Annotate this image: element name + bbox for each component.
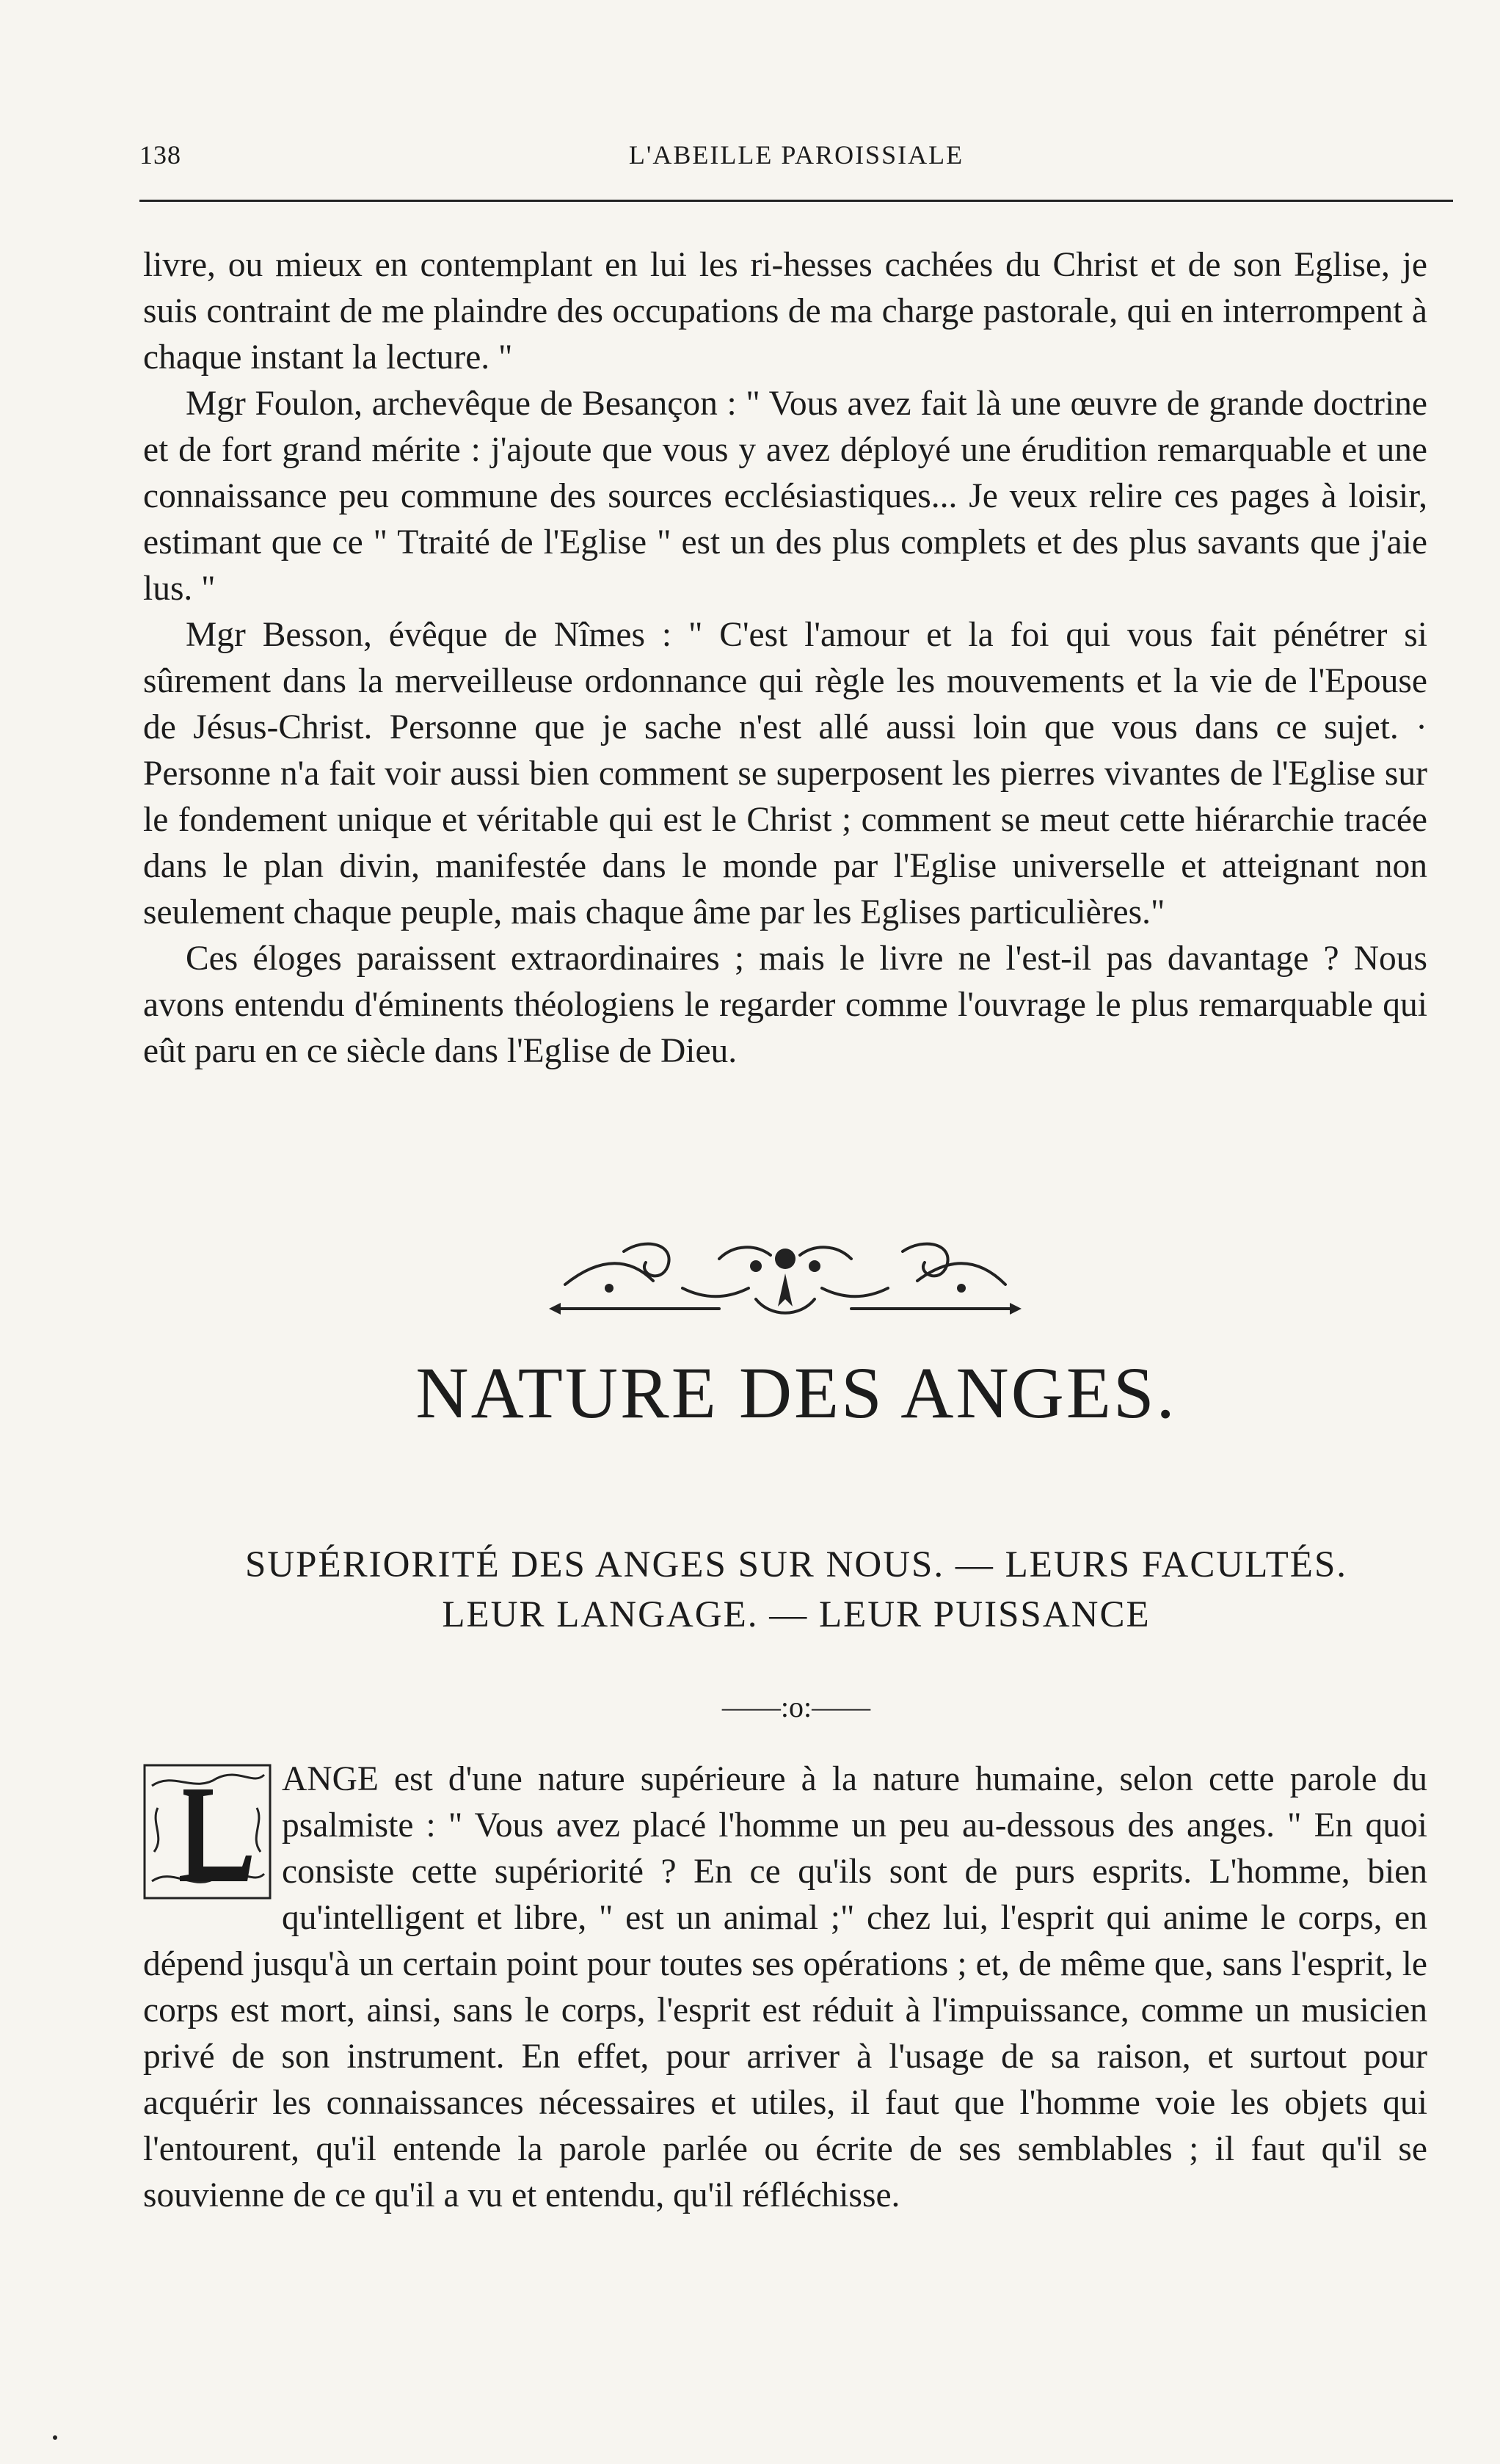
decorated-initial-L-icon: [143, 1764, 272, 1900]
running-title: L'ABEILLE PAROISSIALE: [628, 140, 964, 170]
paragraph-foulon: Mgr Foulon, archevêque de Besançon : " Vous avez fait là une œuvre de grande doctrine et de fort grand mérite : j'ajoute que vous y avez déployé une érudition remarquable et une connaissance peu commune des sources ecclésiastiques... Je veux relire ces pages à loisir, estimant que ce " Ttraité de l'Eglise " est un des plus complets et des plus savants que j'aie lus. ": [143, 385, 1427, 608]
margin-mark: [53, 2435, 57, 2440]
section-subtitle-line1: SUPÉRIORITÉ DES ANGES SUR NOUS. — LEURS FACULTÉS.: [244, 1544, 1348, 1585]
header-rule: [139, 200, 1453, 202]
paragraph-continuation: livre, ou mieux en contemplant en lui les ri-hesses cachées du Christ et de son Eglise, je suis contraint de me plaindre des occupations de ma charge pastorale, qui en interrompent à chaque instant la lecture. ": [143, 246, 1427, 377]
section-title: NATURE DES ANGES.: [415, 1352, 1177, 1433]
text-block-top: [143, 242, 1427, 1075]
section-separator: ——:o:——: [721, 1690, 871, 1723]
floral-ornament-icon: [536, 1215, 1035, 1325]
paragraph-besson: Mgr Besson, évêque de Nîmes : " C'est l'amour et la foi qui vous fait pénétrer si sûrement dans la merveilleuse ordonnance qui règle les mouvements et la vie de l'Epouse de Jésus-Christ. Personne que je sache n'est allé aussi loin que vous dans ce sujet. · Personne n'a fait voir aussi bien comment se superposent les pierres vivantes de l'Eglise sur le fondement unique et véritable qui est le Christ ; comment se meut cette hiérarchie tracée dans le plan divin, manifestée dans le monde par l'Eglise universelle et atteignant non seulement chaque peuple, mais chaque âme par les Eglises particulières.": [143, 616, 1427, 931]
page-number: 138: [139, 140, 181, 170]
section-subtitle-line2: LEUR LANGAGE. — LEUR PUISSANCE: [442, 1594, 1151, 1635]
paragraph-eloges: Ces éloges paraissent extraordinaires ; mais le livre ne l'est-il pas davantage ? Nous avons entendu d'éminents théologiens le regarder comme l'ouvrage le plus remarquable qui eût paru en ce siècle dans l'Eglise de Dieu.: [143, 940, 1427, 1070]
page-header: [139, 139, 1453, 183]
paragraph-nature-anges: ANGE est d'une nature supérieure à la nature humaine, selon cette parole du psalmiste : " Vous avez placé l'homme un peu au-dessous des anges. " En quoi consiste cette supériorité ? En ce qu'ils sont de purs esprits. L'homme, bien qu'intelligent et libre, " est un animal ;" chez lui, l'esprit qui anime le corps, en dépend jusqu'à un certain point pour toutes ses opérations ; et, de même que, sans l'esprit, le corps est mort, ainsi, sans le corps, l'esprit est réduit à l'impuissance, comme un musicien privé de son instrument. En effet, pour arriver à l'usage de sa raison, et surtout pour acquérir les connaissances nécessaires et utiles, il faut que l'homme voie les objets qui l'entourent, qu'il entende la parole parlée ou écrite de ses semblables ; il faut qu'il se souvienne de ce qu'il a vu et entendu, qu'il réfléchisse.: [143, 1760, 1427, 2214]
text-block-body: [143, 1756, 1427, 2219]
